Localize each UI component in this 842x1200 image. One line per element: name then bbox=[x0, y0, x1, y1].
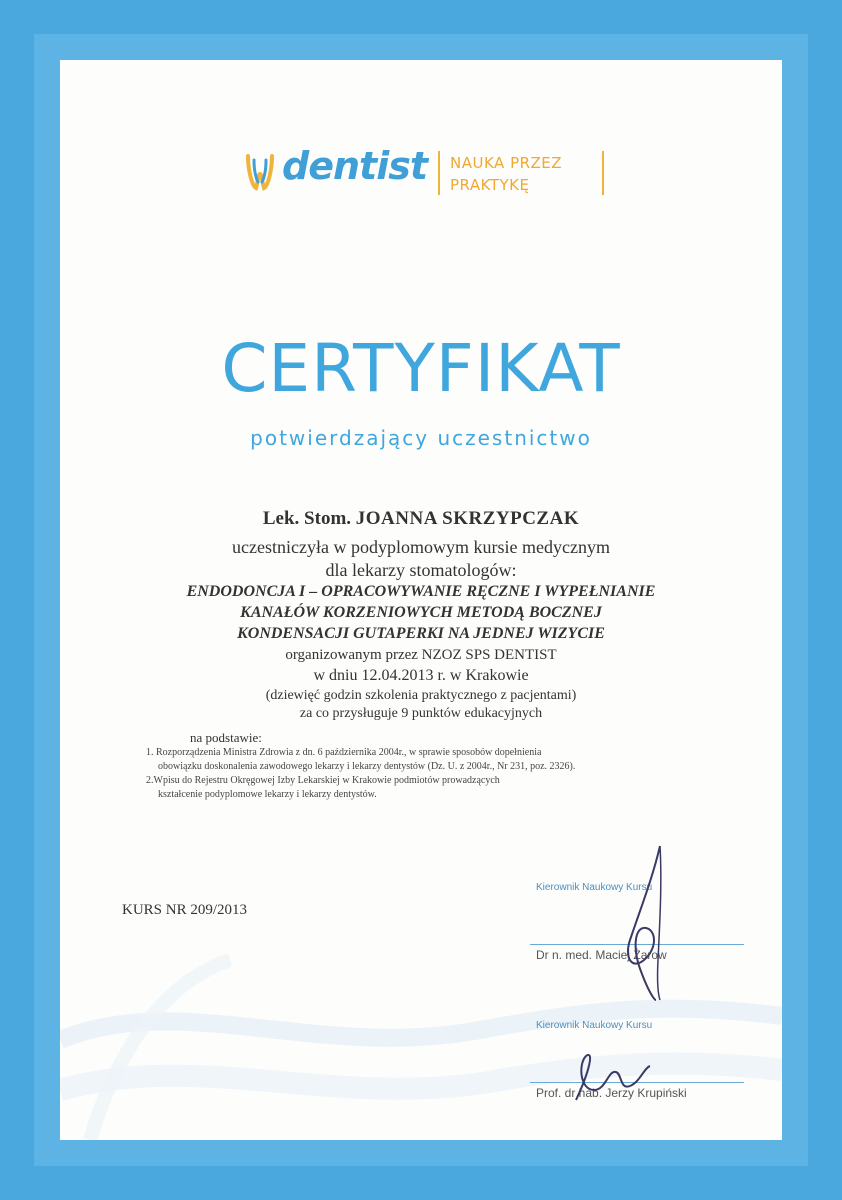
signature-label: Kierownik Naukowy Kursu bbox=[536, 1020, 653, 1031]
legal-item: obowiązku doskonalenia zawodowego lekarzy i lekarzy dentystów (Dz. U. z 2004r., Nr 231, poz. 2326). bbox=[158, 761, 576, 772]
signature-name: Prof. dr hab. Jerzy Krupiński bbox=[536, 1086, 687, 1100]
course-title-line: ENDODONCJA I – OPRACOWYWANIE RĘCZNE I WYPEŁNIANIE bbox=[186, 583, 656, 600]
date-text: w dniu 12.04.2013 r. w Krakowie bbox=[313, 667, 529, 684]
course-title-line: KANAŁÓW KORZENIOWYCH METODĄ BOCZNEJ bbox=[240, 604, 602, 621]
certificate-title: CERTYFIKAT bbox=[221, 330, 621, 407]
handwritten-signature bbox=[60, 60, 782, 1140]
legal-item: 1. Rozporządzenia Ministra Zdrowia z dn. 6 października 2004r., w sprawie sposobów dopełnienia bbox=[146, 747, 542, 758]
basis-label: na podstawie: bbox=[190, 730, 262, 745]
signature-label: Kierownik Naukowy Kursu bbox=[536, 882, 653, 893]
hours-text: (dziewięć godzin szkolenia praktycznego z pacjentami) bbox=[265, 688, 577, 703]
participation-text: uczestniczyła w podyplomowym kursie medycznym bbox=[232, 537, 610, 557]
course-title-line: KONDENSACJI GUTAPERKI NA JEDNEJ WIZYCIE bbox=[237, 625, 605, 642]
logo-brand: dentist bbox=[282, 144, 427, 188]
legal-item: kształcenie podyplomowe lekarzy i lekarzy dentystów. bbox=[158, 789, 377, 800]
organizer-text: organizowanym przez NZOZ SPS DENTIST bbox=[285, 647, 557, 663]
logo-tagline-line2: PRAKTYKĘ bbox=[450, 176, 530, 194]
certificate-subtitle: potwierdzający uczestnictwo bbox=[250, 426, 592, 450]
audience-text: dla lekarzy stomatologów: bbox=[325, 560, 517, 580]
points-text: za co przysługuje 9 punktów edukacyjnych bbox=[299, 706, 543, 721]
signature-name: Dr n. med. Maciej Żarow bbox=[536, 948, 667, 962]
logo-tagline-line1: NAUKA PRZEZ bbox=[450, 154, 563, 172]
recipient-name: JOANNA SKRZYPCZAK bbox=[355, 508, 580, 529]
course-number: KURS NR 209/2013 bbox=[122, 902, 248, 918]
legal-item: 2.Wpisu do Rejestru Okręgowej Izby Lekarskiej w Krakowie podmiotów prowadzących bbox=[146, 775, 500, 786]
recipient-prefix: Lek. Stom. bbox=[262, 508, 352, 529]
certificate-paper bbox=[60, 60, 782, 1140]
